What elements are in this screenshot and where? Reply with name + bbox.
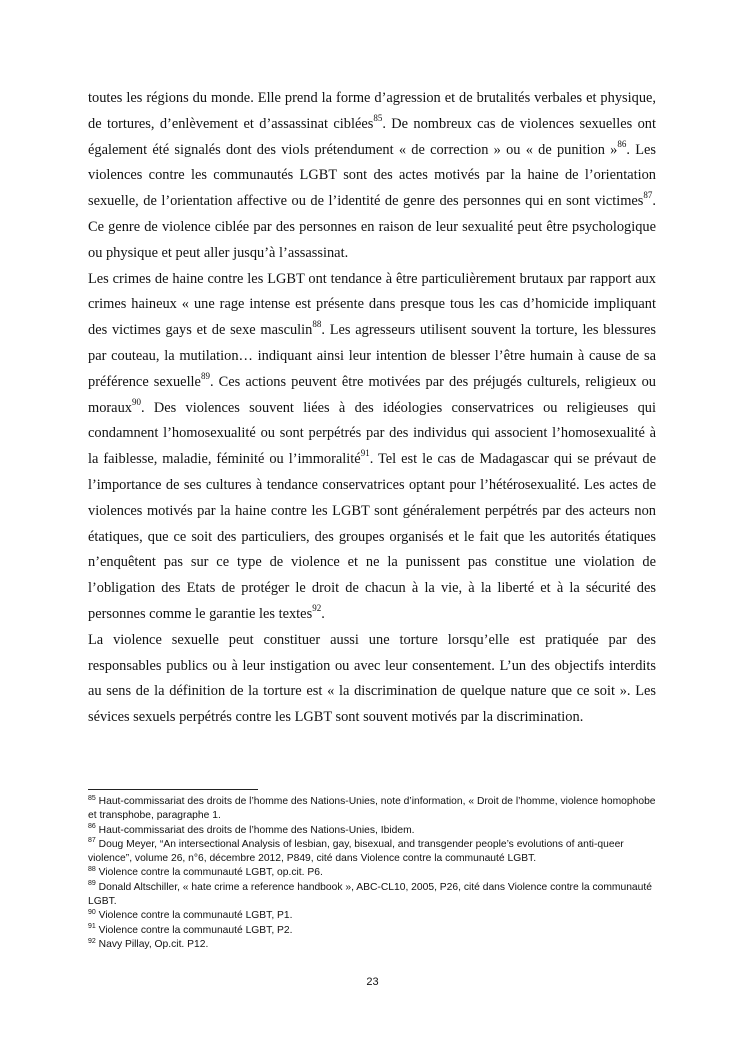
footnote [88,909,656,923]
footnote-reference[interactable]: 92 [312,603,322,614]
footnote-reference[interactable]: 88 [312,319,322,330]
footnote-number: 86 [88,823,96,831]
footnote-reference[interactable]: 89 [200,370,210,381]
paragraph-text: . [321,605,325,622]
footnote [88,866,656,880]
footnote-separator [88,789,258,790]
footnote-number: 92 [88,937,96,945]
footnote-number: 91 [88,923,96,931]
paragraph-text: . Les agresseurs utilisent souvent la torture, les blessures par couteau, la mutilation… indiquant ainsi leur intention de blesser l’être humain à cause de sa préférence sexuelle [88,322,656,390]
footnote-text: Haut-commissariat des droits de l’homme des Nations-Unies, Ibidem. [95,824,415,836]
paragraph-text: La violence sexuelle peut constituer aussi une torture lorsqu’elle est pratiquée par des responsables publics ou à leur instigation ou avec leur consentement. L’un des objectifs interdits au sens de la définition de la torture est « la discrimination de quelque nature que ce soit ». Les sévices sexuels perpétrés contre les LGBT sont souvent motivés par la discrimination. [88,631,656,726]
paragraph-text: . Tel est le cas de Madagascar qui se prévaut de l’importance de ses cultures à tendance conservatrices optant pour l’hétérosexualité. Les actes de violences motivés par la haine contre les LGBT sont généralement perpétrés par des acteurs non étatiques, que ce soit des particuliers, des groupes organisés et le fait que les autorités étatiques n’enquêtent pas sur ce type de violence et ne la punissent pas constitue une violation de l’obligation des Etats de protéger le droit de chacun à la vie, à la liberté et à la sécurité des personnes comme le garantie les textes [88,451,657,622]
paragraph [88,86,656,267]
footnote-text: Violence contre la communauté LGBT, op.cit. P6. [95,867,323,879]
footnote [88,938,656,952]
footnote-number: 87 [88,837,96,845]
footnote [88,838,656,867]
footnote [88,795,656,824]
footnote-number: 89 [88,880,96,888]
paragraph-text: . De nombreux cas de violences sexuelles ont également été signalés dont des viols prétendument « de correction » ou « de punition » [88,115,656,158]
paragraph-text: Les crimes de haine contre les LGBT ont tendance à être particulièrement brutaux par rapport aux crimes haineux « une rage intense est présente dans presque tous les cas d’homicide impliquant des victimes gays et de sexe masculin [88,270,656,339]
footnote-text: Navy Pillay, Op.cit. P12. [95,938,209,950]
footnotes [88,795,656,952]
paragraph [88,628,656,731]
footnote [88,824,656,838]
paragraph-text: . Des violences souvent liées à des idéologies conservatrices ou religieuses qui condamnent l’homosexualité ou sont perpétrés par des individus qui associent l’homosexualité à la faiblesse, maladie, féminité ou l’immoralité [88,399,656,468]
footnote-text: Doug Meyer, “An intersectional Analysis of lesbian, gay, bisexual, and transgender people’s evolutions of anti-queer violence”, volume 26, n°6, décembre 2012, P849, cité dans Violence contre la communauté LGBT. [88,838,624,865]
paragraph-text: toutes les régions du monde. Elle prend la forme d’agression et de brutalités verbales et physique, de tortures, d’enlèvement et d’assassinat ciblées [88,90,656,132]
footnote-text: Donald Altschiller, « hate crime a reference handbook », ABC-CL10, 2005, P26, cité dans Violence contre la communauté LGBT. [88,881,652,908]
footnote-text: Haut-commissariat des droits de l’homme des Nations-Unies, note d’information, « Droit de l’homme, violence homophobe et transphobe, paragraphe 1. [88,796,656,822]
footnote-reference[interactable]: 86 [617,138,627,149]
footnote-text: Violence contre la communauté LGBT, P1. [95,910,293,922]
footnote-number: 90 [88,908,96,916]
paragraph [88,267,656,628]
footnote-number: 85 [88,794,96,802]
footnote [88,924,656,938]
footnote-reference[interactable]: 87 [643,190,653,201]
page-number: 23 [366,976,379,988]
paragraph-text: . Ce genre de violence ciblée par des personnes en raison de leur sexualité peut être psychologique ou physique et peut aller jusqu’à l’assassinat. [88,193,656,261]
paragraph-text: . Les violences contre les communautés LGBT sont des actes motivés par la haine de l’orientation sexuelle, de l’orientation affective ou de l’identité de genre des personnes qui en sont victimes [88,141,656,210]
body-text [88,86,656,731]
paragraph-text: . Ces actions peuvent être motivées par des préjugés culturels, religieux ou moraux [88,373,657,416]
footnote-reference[interactable]: 90 [131,396,141,407]
footnote-text: Violence contre la communauté LGBT, P2. [95,924,293,936]
footnote [88,881,656,910]
footnote-number: 88 [88,866,96,874]
footnote-reference[interactable]: 91 [360,448,370,459]
footnote-reference[interactable]: 85 [373,113,383,123]
